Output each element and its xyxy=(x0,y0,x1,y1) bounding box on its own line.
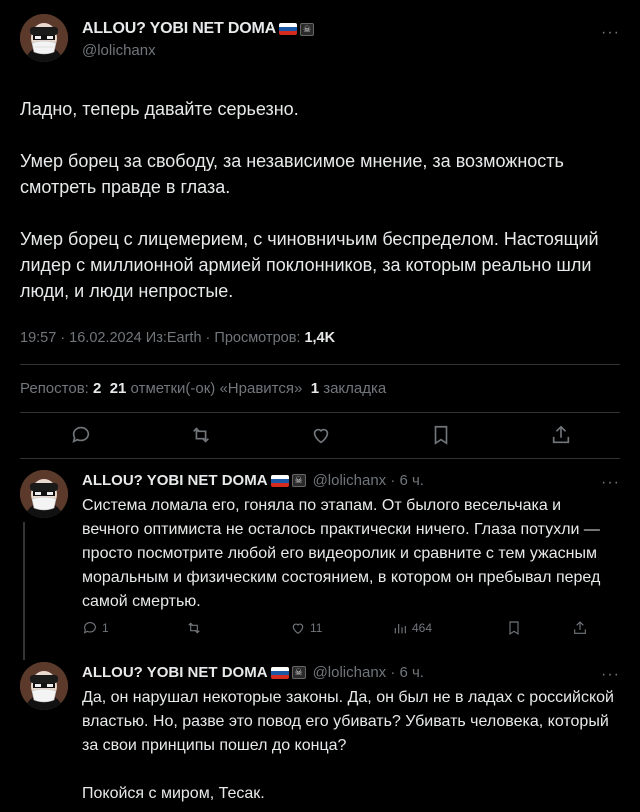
analytics-icon xyxy=(392,620,408,636)
divider xyxy=(20,364,620,365)
avatar-image xyxy=(20,14,68,62)
repost-icon xyxy=(186,620,202,636)
reply-icon xyxy=(70,424,92,446)
likes-count[interactable]: 21 xyxy=(109,380,127,397)
russia-flag-icon xyxy=(271,667,289,679)
reply-handle-time[interactable]: @lolichanx · 6 ч. xyxy=(312,664,424,681)
tweet-timestamp[interactable]: 19:57 · 16.02.2024 Из:Earth · Просмотров: xyxy=(20,330,305,346)
bookmark-icon xyxy=(430,424,452,446)
heart-icon xyxy=(290,620,306,636)
view-count: 464 xyxy=(412,621,433,635)
pirate-flag-icon: ☠ xyxy=(292,474,306,487)
reply-tweet[interactable] xyxy=(20,662,620,812)
tweet-paragraph: Умер борец с лицемерием, с чиновничьим беспределом. Настоящий лидер с миллионной армией поклонников, за которым реально шли люди, и люди непростые. xyxy=(20,229,599,301)
bookmark-button[interactable] xyxy=(430,424,452,446)
reply-avatar[interactable] xyxy=(20,662,68,710)
main-tweet-header xyxy=(20,14,620,66)
main-action-bar xyxy=(20,420,620,450)
reply-author-name[interactable]: ALLOU? YOBI NET DOMA xyxy=(82,664,268,681)
share-icon xyxy=(572,620,588,636)
like-count: 11 xyxy=(310,621,323,635)
likes-label[interactable]: отметки(-ок) «Нравится» xyxy=(126,380,307,397)
main-tweet-text xyxy=(20,96,620,330)
divider xyxy=(20,458,620,459)
views-button[interactable] xyxy=(392,620,432,636)
share-icon xyxy=(550,424,572,446)
russia-flag-icon xyxy=(279,23,297,35)
bookmarks-count[interactable]: 1 xyxy=(310,380,320,397)
reply-header xyxy=(82,664,424,681)
avatar-image xyxy=(20,662,68,710)
reply-text xyxy=(82,494,622,638)
reply-paragraph: Да, он нарушал некоторые законы. Да, он был не в ладах с российской властью. Но, разве это повод его убивать? Убивать человека, который за свои принципы пошел до конца? xyxy=(82,689,614,754)
tweet-paragraph: Ладно, теперь давайте серьезно. xyxy=(20,99,299,119)
repost-button[interactable] xyxy=(190,424,212,446)
share-button[interactable] xyxy=(572,620,588,636)
reply-count: 1 xyxy=(102,621,109,635)
reposts-count[interactable]: 2 xyxy=(93,380,102,397)
reply-text xyxy=(82,686,622,812)
author-avatar[interactable] xyxy=(20,14,68,62)
like-button[interactable] xyxy=(290,620,322,636)
author-name-line[interactable] xyxy=(82,20,314,38)
repost-button[interactable] xyxy=(186,620,202,636)
more-options-icon[interactable]: ··· xyxy=(601,666,620,683)
heart-icon xyxy=(310,424,332,446)
share-button[interactable] xyxy=(550,424,572,446)
reply-tweet[interactable] xyxy=(20,470,620,640)
bookmark-button[interactable] xyxy=(506,620,522,636)
avatar-image xyxy=(20,470,68,518)
reply-icon xyxy=(82,620,98,636)
reply-handle-time[interactable]: @lolichanx · 6 ч. xyxy=(312,472,424,489)
more-options-icon[interactable]: ··· xyxy=(601,474,620,491)
reposts-label: Репостов: xyxy=(20,380,94,397)
reply-paragraph: Система ломала его, гоняла по этапам. От былого весельчака и вечного оптимиста не осталось практически ничего. Глаза потухли — просто посмотрите любой его видеоролик и сравните с тем ужасным моральным и физическим состоянием, в котором он пребывал перед самой смертью. xyxy=(82,497,601,610)
tweet-meta xyxy=(20,330,335,346)
reply-action-bar xyxy=(82,620,582,642)
pirate-flag-icon: ☠ xyxy=(292,666,306,679)
reply-button[interactable] xyxy=(82,620,109,636)
reply-avatar[interactable] xyxy=(20,470,68,518)
repost-icon xyxy=(190,424,212,446)
russia-flag-icon xyxy=(271,475,289,487)
pirate-flag-icon: ☠ xyxy=(300,23,314,36)
author-name[interactable]: ALLOU? YOBI NET DOMA xyxy=(82,20,276,37)
author-handle[interactable]: @lolichanx xyxy=(82,42,156,59)
reply-paragraph: Покойся с миром, Тесак. xyxy=(82,785,265,802)
reply-header xyxy=(82,472,424,489)
bookmark-icon xyxy=(506,620,522,636)
tweet-paragraph: Умер борец за свободу, за независимое мнение, за возможность смотреть правде в глаза. xyxy=(20,151,564,197)
tweet-stats xyxy=(20,380,386,397)
reply-author-name[interactable]: ALLOU? YOBI NET DOMA xyxy=(82,472,268,489)
divider xyxy=(20,412,620,413)
view-count[interactable]: 1,4K xyxy=(304,330,336,346)
bookmarks-label[interactable]: закладка xyxy=(319,380,387,397)
reply-button[interactable] xyxy=(70,424,92,446)
more-options-icon[interactable]: ··· xyxy=(601,24,620,41)
like-button[interactable] xyxy=(310,424,332,446)
